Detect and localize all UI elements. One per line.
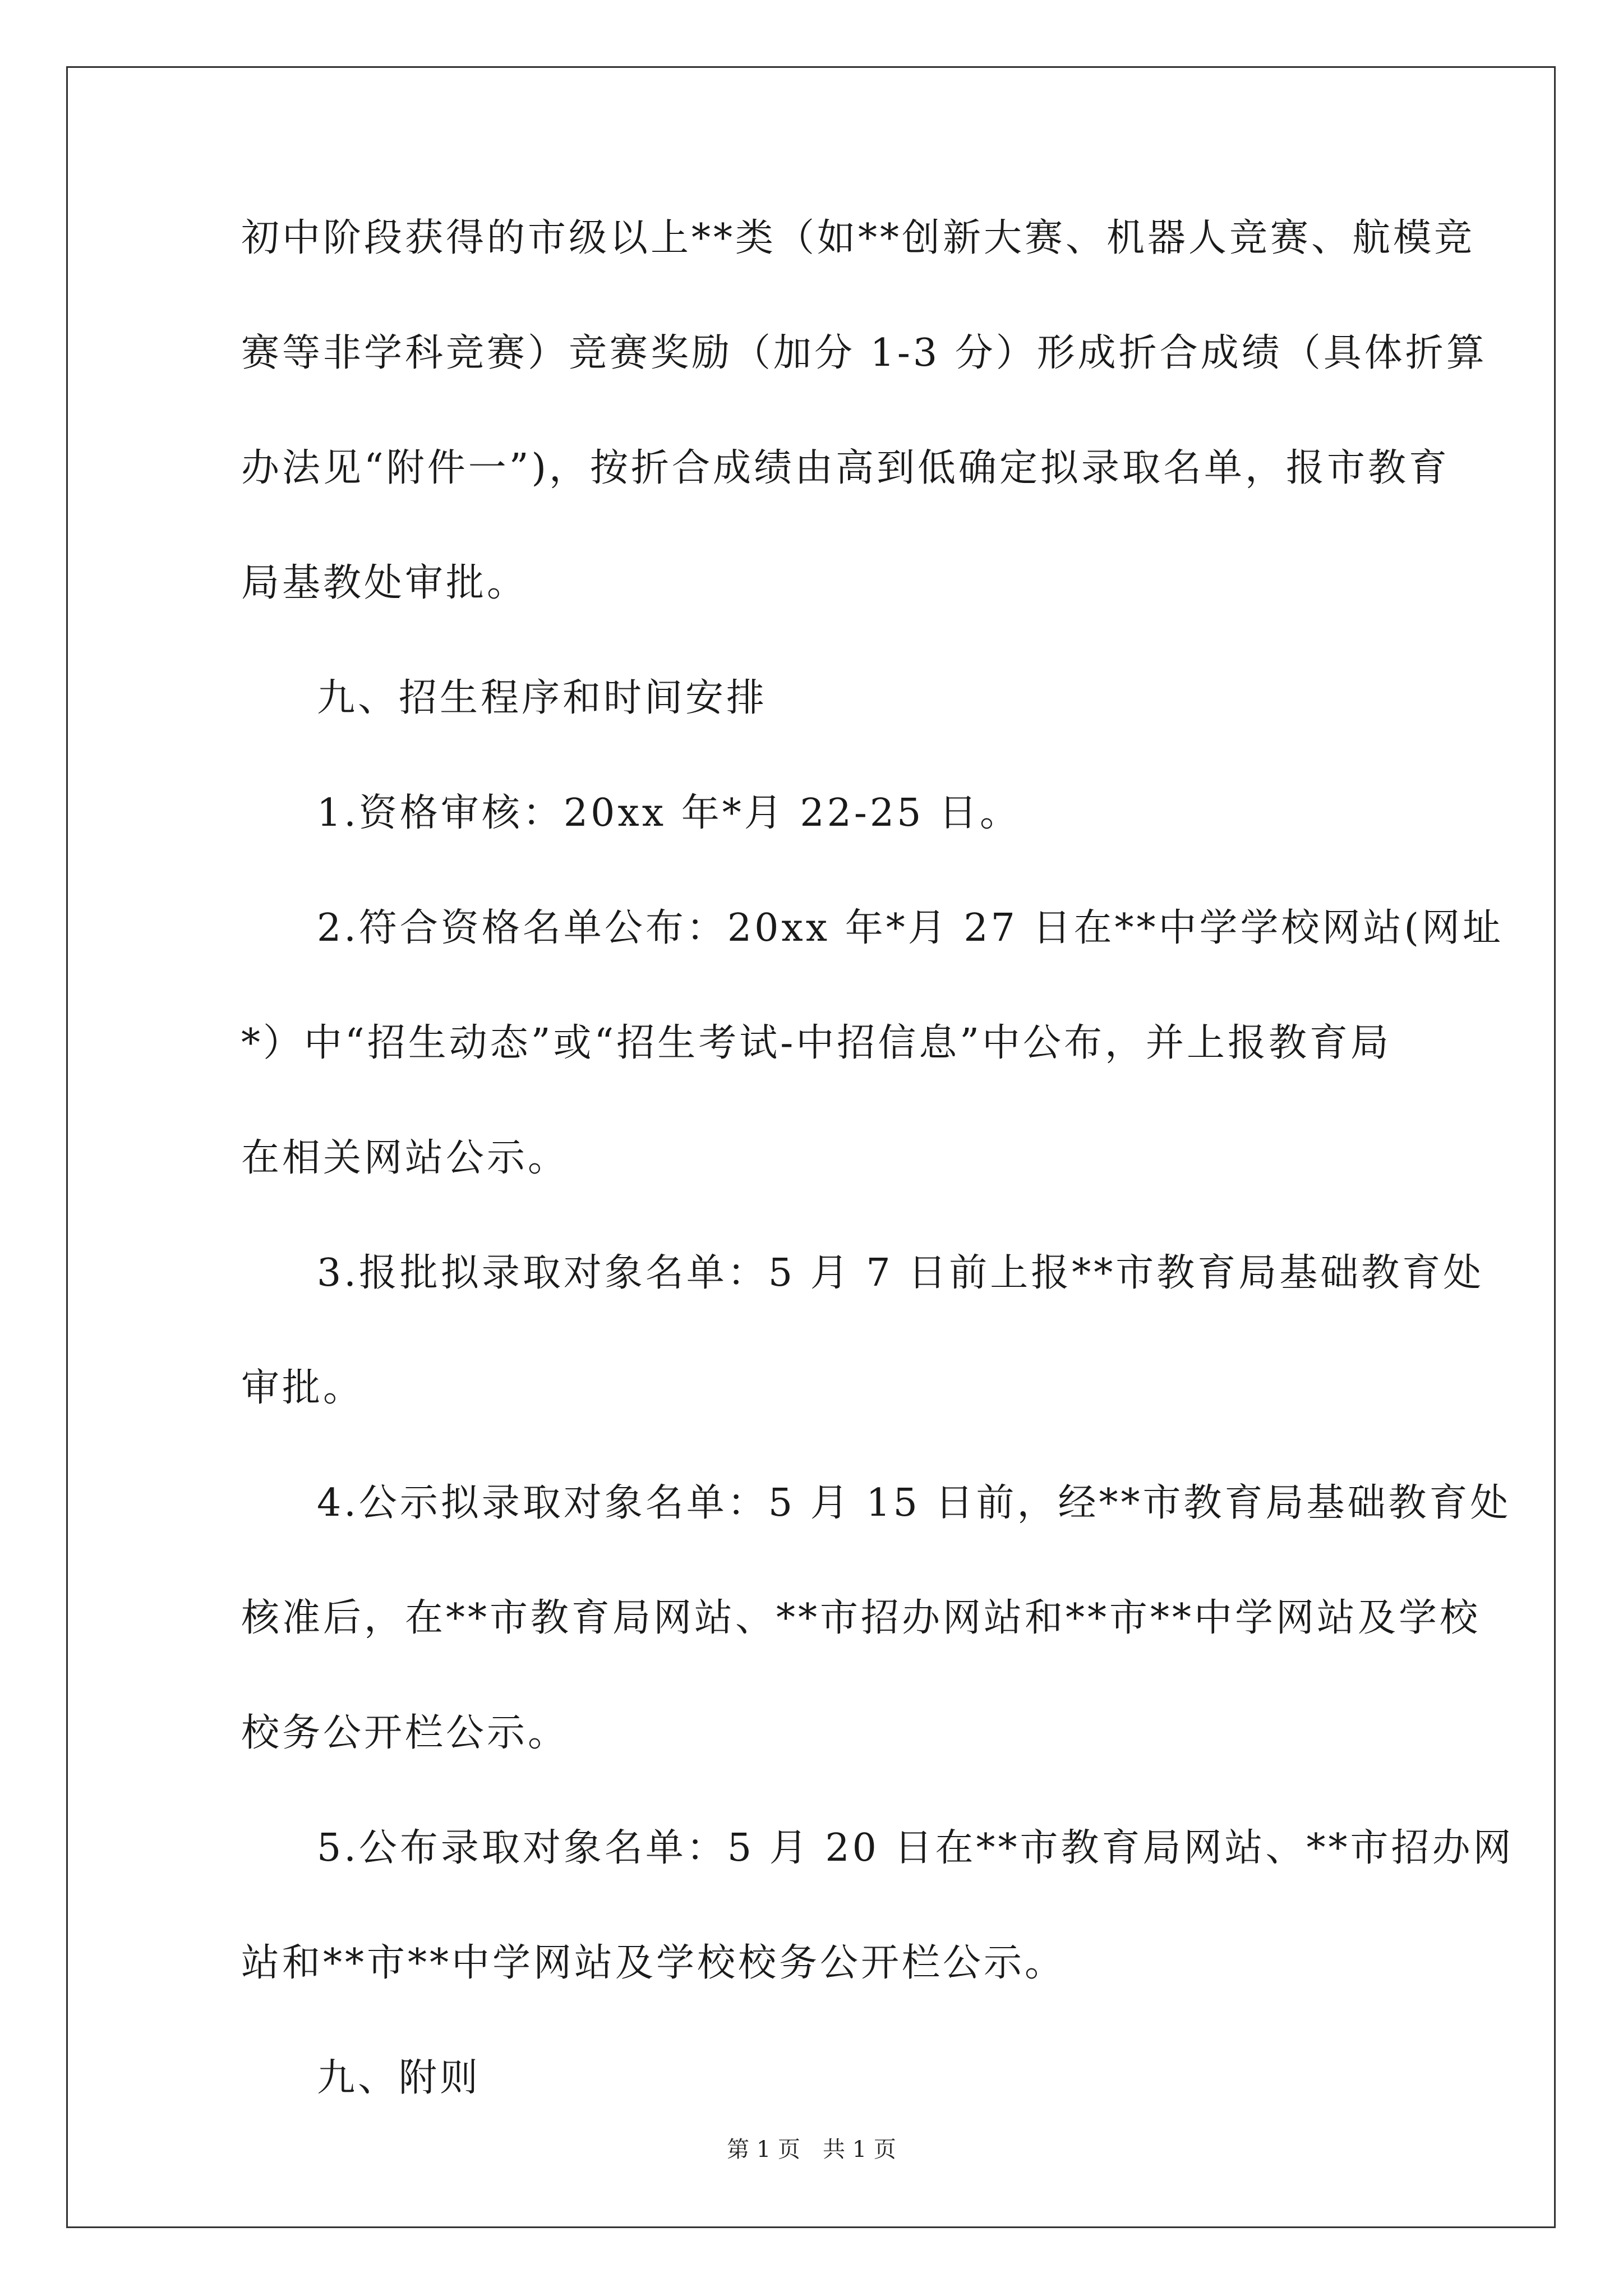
paragraph-line: 3.报批拟录取对象名单：5 月 7 日前上报**市教育局基础教育处 bbox=[317, 1251, 1484, 1295]
section-heading: 九、招生程序和时间安排 bbox=[317, 676, 768, 720]
paragraph-line: 校务公开栏公示。 bbox=[241, 1711, 569, 1755]
section-heading: 九、附则 bbox=[317, 2056, 481, 2100]
paragraph-line: 审批。 bbox=[241, 1366, 365, 1410]
paragraph-line: 4.公示拟录取对象名单：5 月 15 日前，经**市教育局基础教育处 bbox=[317, 1481, 1511, 1525]
paragraph-line: 2.符合资格名单公布：20xx 年*月 27 日在**中学学校网站(网址 bbox=[317, 906, 1504, 950]
paragraph-line: 初中阶段获得的市级以上**类（如**创新大赛、机器人竞赛、航模竞 bbox=[241, 216, 1476, 260]
paragraph-line: 5.公布录取对象名单：5 月 20 日在**市教育局网站、**市招办网 bbox=[317, 1826, 1514, 1870]
paragraph-line: *）中“招生动态”或“招生考试-中招信息”中公布，并上报教育局 bbox=[241, 1021, 1392, 1065]
paragraph-line: 办法见“附件一”)，按折合成绩由高到低确定拟录取名单，报市教育 bbox=[241, 446, 1450, 490]
paragraph-line: 核准后，在**市教育局网站、**市招办网站和**市**中学网站及学校 bbox=[241, 1596, 1481, 1640]
paragraph-line: 局基教处审批。 bbox=[241, 561, 528, 605]
paragraph-line: 站和**市**中学网站及学校校务公开栏公示。 bbox=[241, 1941, 1066, 1985]
paragraph-line: 在相关网站公示。 bbox=[241, 1136, 569, 1180]
paragraph-line: 1.资格审核：20xx 年*月 22-25 日。 bbox=[317, 791, 1021, 835]
page-number-footer: 第 1 页 共 1 页 bbox=[727, 2137, 896, 2162]
paragraph-line: 赛等非学科竞赛）竞赛奖励（加分 1-3 分）形成折合成绩（具体折算 bbox=[241, 331, 1487, 375]
